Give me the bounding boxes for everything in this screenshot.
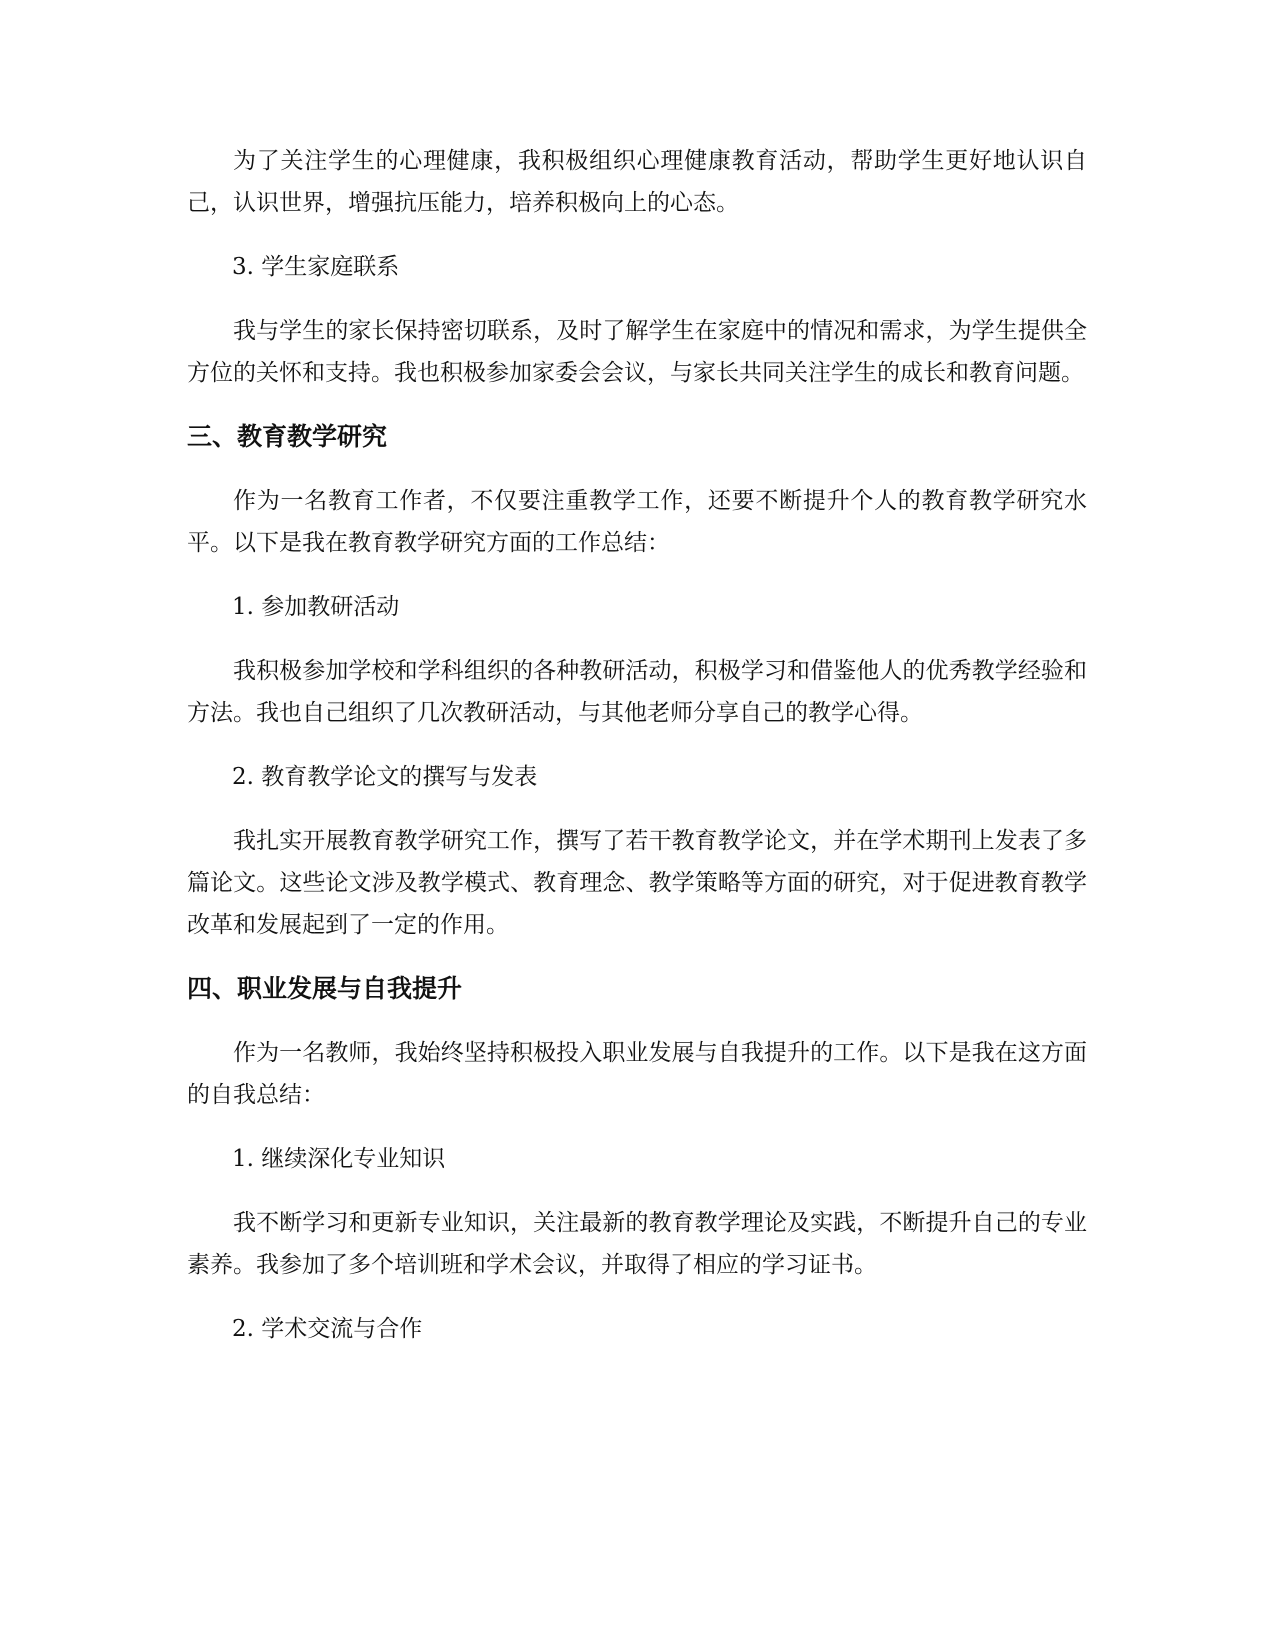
paragraph-career-intro: 作为一名教师，我始终坚持积极投入职业发展与自我提升的工作。以下是我在这方面的自我总结： — [187, 1040, 1087, 1108]
document-body — [187, 140, 1087, 1372]
paragraph-research-intro: 作为一名教育工作者，不仅要注重教学工作，还要不断提升个人的教育教学研究水平。以下是我在教育教学研究方面的工作总结： — [187, 488, 1087, 556]
paragraph-family-contact: 我与学生的家长保持密切联系，及时了解学生在家庭中的情况和需求，为学生提供全方位的关怀和支持。我也积极参加家委会会议，与家长共同关注学生的成长和教育问题。 — [187, 318, 1087, 386]
paragraph-mental-health: 为了关注学生的心理健康，我积极组织心理健康教育活动，帮助学生更好地认识自己，认识世界，增强抗压能力，培养积极向上的心态。 — [187, 148, 1087, 216]
paragraph-professional-knowledge: 我不断学习和更新专业知识，关注最新的教育教学理论及实践，不断提升自己的专业素养。我参加了多个培训班和学术会议，并取得了相应的学习证书。 — [187, 1210, 1087, 1278]
section-heading-career: 四、职业发展与自我提升 — [187, 974, 463, 1003]
section-heading-research: 三、教育教学研究 — [187, 422, 388, 451]
subheading-academic-exchange: 2. 学术交流与合作 — [232, 1316, 423, 1342]
paragraph-papers: 我扎实开展教育教学研究工作，撰写了若干教育教学论文，并在学术期刊上发表了多篇论文。这些论文涉及教学模式、教育理念、教学策略等方面的研究，对于促进教育教学改革和发展起到了一定的作用。 — [187, 828, 1087, 938]
paragraph-research-activities: 我积极参加学校和学科组织的各种教研活动，积极学习和借鉴他人的优秀教学经验和方法。我也自己组织了几次教研活动，与其他老师分享自己的教学心得。 — [187, 658, 1087, 726]
subheading-papers: 2. 教育教学论文的撰写与发表 — [232, 764, 538, 790]
subheading-research-activities: 1. 参加教研活动 — [232, 594, 400, 620]
subheading-family-contact: 3. 学生家庭联系 — [232, 254, 400, 280]
subheading-professional-knowledge: 1. 继续深化专业知识 — [232, 1146, 446, 1172]
